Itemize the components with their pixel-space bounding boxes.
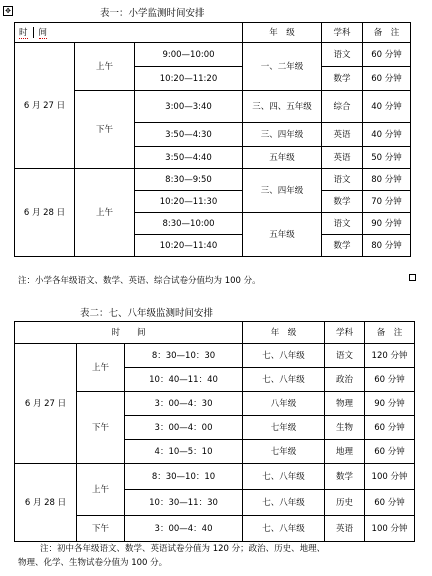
table-resize-handle-icon[interactable] [409,274,416,281]
table-cell-subject: 历史 [325,490,365,516]
table-cell-note: 100 分钟 [365,516,415,542]
table-cell-time: 3:50—4:40 [135,147,243,169]
table-cell-grade: 七、八年级 [243,490,325,516]
table-cell-grade: 一、二年级 [243,43,322,91]
table-cell-time: 10:20—11:40 [135,235,243,257]
table2-pm-0628: 下午 [77,516,125,542]
table-cell-grade: 五年级 [243,213,322,257]
table-cell-subject: 综合 [322,91,363,123]
table-cell-note: 50 分钟 [363,147,411,169]
table-cell-grade: 八年级 [243,392,325,416]
table1-am-0627: 上午 [75,43,135,91]
table-cell-subject: 语文 [325,344,365,368]
table-cell-subject: 英语 [325,516,365,542]
table-cell-note: 60 分钟 [363,43,411,67]
table-cell-time: 8：30—10：30 [125,344,243,368]
table-cell-note: 60 分钟 [365,490,415,516]
table-cell-subject: 物理 [325,392,365,416]
table-cell-time: 8：30—10：10 [125,464,243,490]
table-cell-grade: 三、四年级 [243,123,322,147]
table-cell-time: 3:00—3:40 [135,91,243,123]
table-cell-note: 60 分钟 [363,67,411,91]
table2-pm-0627: 下午 [77,392,125,464]
table-cell-time: 9:00—10:00 [135,43,243,67]
table-cell-grade: 七、八年级 [243,368,325,392]
table-cell-subject: 数学 [322,67,363,91]
table-cell-time: 3：00—4：00 [125,416,243,440]
table-cell-subject: 语文 [322,169,363,191]
table-cell-note: 100 分钟 [365,464,415,490]
table1-title: 表一：小学监测时间安排 [100,8,205,19]
table-cell-grade: 七年级 [243,440,325,464]
table-cell-time: 10:20—11:20 [135,67,243,91]
table-cell-time: 10:20—11:30 [135,191,243,213]
table1-header-subject: 学科 [322,23,363,43]
table-cell-subject: 数学 [322,235,363,257]
table-cell-subject: 语文 [322,43,363,67]
table-cell-time: 4：10—5：10 [125,440,243,464]
table2-am-0628: 上午 [77,464,125,516]
table-cell-subject: 英语 [322,123,363,147]
table-cell-note: 80 分钟 [363,169,411,191]
table-cell-subject: 生物 [325,416,365,440]
table-cell-subject: 数学 [325,464,365,490]
table-cell-note: 70 分钟 [363,191,411,213]
table-cell-subject: 英语 [322,147,363,169]
table2-am-0627: 上午 [77,344,125,392]
table2-date-0628: 6 月 28 日 [15,464,77,542]
table2-date-0627: 6 月 27 日 [15,344,77,464]
table-cell-time: 3：00—4：40 [125,516,243,542]
table-cell-note: 80 分钟 [363,235,411,257]
table1-date-0627: 6 月 27 日 [15,43,75,169]
table1-pm-0627: 下午 [75,91,135,169]
table1-header-note: 备 注 [363,23,411,43]
table1-date-0628: 6 月 28 日 [15,169,75,257]
text-cursor [33,27,34,38]
table-cell-time: 3:50—4:30 [135,123,243,147]
table-cell-note: 120 分钟 [365,344,415,368]
table-cell-subject: 地理 [325,440,365,464]
table-cell-subject: 数学 [322,191,363,213]
table-cell-subject: 政治 [325,368,365,392]
table-cell-grade: 七年级 [243,416,325,440]
table-cell-subject: 语文 [322,213,363,235]
table-move-handle-icon[interactable]: ✥ [3,6,13,16]
table-cell-grade: 七、八年级 [243,516,325,542]
table-cell-grade: 七、八年级 [243,464,325,490]
table-cell-grade: 五年级 [243,147,322,169]
table2 [14,321,415,542]
table-cell-time: 8:30—9:50 [135,169,243,191]
table1-footnote: 注：小学各年级语文、数学、英语、综合试卷分值均为 100 分。 [18,276,261,286]
table2-footnote-line2: 物理、化学、生物试卷分值为 100 分。 [18,558,168,568]
table2-footnote-line1: 注：初中各年级语文、数学、英语试卷分值为 120 分；政治、历史、地理、 [40,544,326,554]
table2-header-grade: 年 级 [243,322,325,344]
table2-header-subject: 学科 [325,322,365,344]
table2-header-note: 备 注 [365,322,415,344]
table-cell-note: 90 分钟 [365,392,415,416]
table1-header-time: 时 间 [15,23,243,43]
table-cell-grade: 三、四年级 [243,169,322,213]
table-cell-note: 60 分钟 [365,440,415,464]
table-cell-grade: 三、四、五年级 [243,91,322,123]
table-cell-time: 8:30—10:00 [135,213,243,235]
table1 [14,22,411,257]
table-cell-time: 10：30—11：30 [125,490,243,516]
table-cell-time: 3：00—4：30 [125,392,243,416]
table-cell-time: 10：40—11：40 [125,368,243,392]
table-cell-grade: 七、八年级 [243,344,325,368]
table1-am-0628: 上午 [75,169,135,257]
table2-title: 表二：七、八年级监测时间安排 [80,308,214,319]
table-cell-note: 90 分钟 [363,213,411,235]
table1-header-grade: 年 级 [243,23,322,43]
table-cell-note: 40 分钟 [363,123,411,147]
table2-header-time: 时 间 [15,322,243,344]
table-cell-note: 60 分钟 [365,368,415,392]
table-cell-note: 60 分钟 [365,416,415,440]
table-cell-note: 40 分钟 [363,91,411,123]
